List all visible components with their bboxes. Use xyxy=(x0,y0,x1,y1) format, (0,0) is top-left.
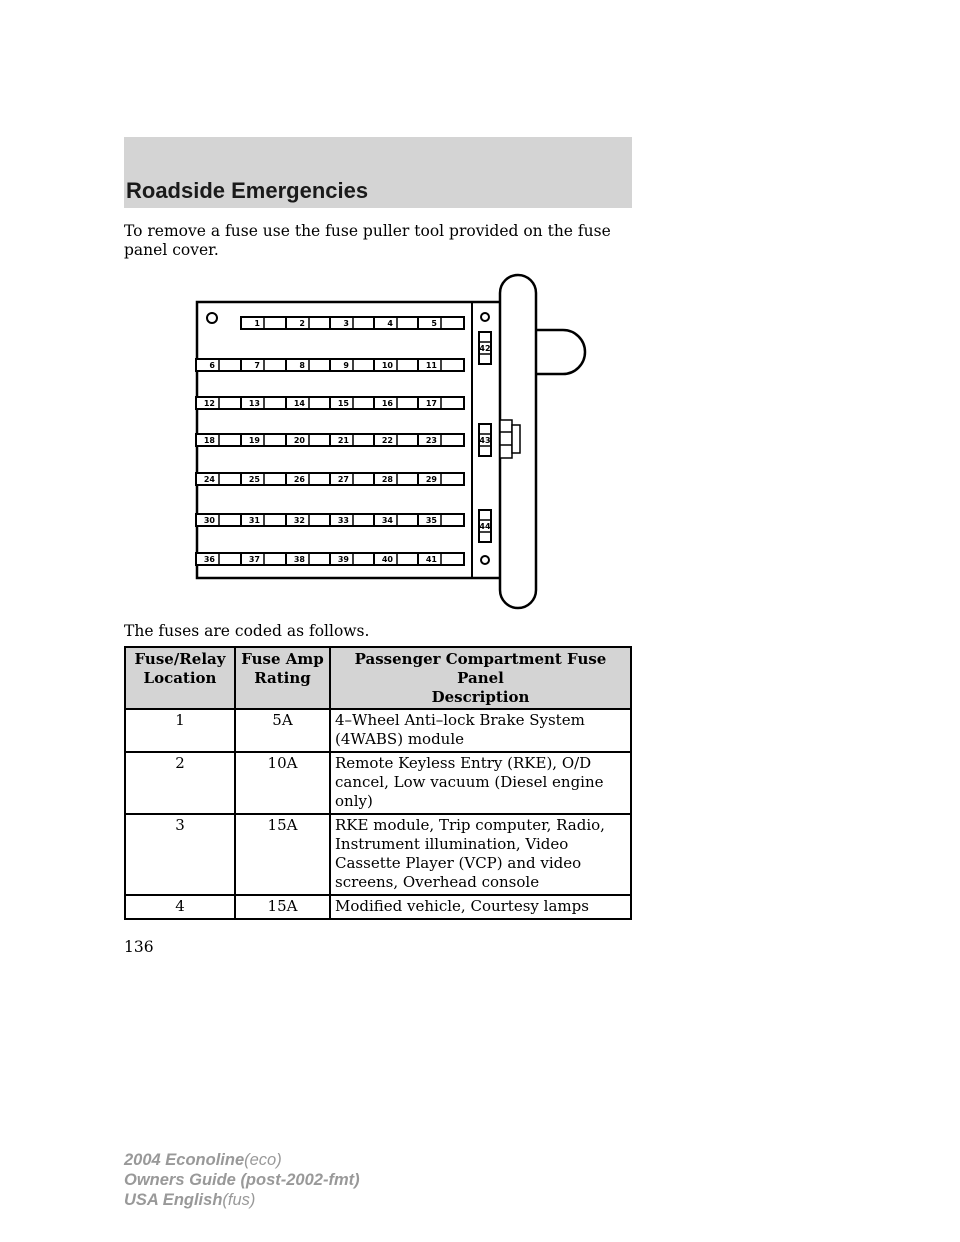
cell-location: 3 xyxy=(125,814,235,895)
fuse-label: 12 xyxy=(203,399,215,408)
fuse-slot-11 xyxy=(418,359,464,371)
fuse-slot-1 xyxy=(241,317,287,329)
fuse-slot-41 xyxy=(418,553,464,565)
cell-description: Remote Keyless Entry (RKE), O/D cancel, Low vacuum (Diesel engine only) xyxy=(330,752,631,814)
cell-location: 2 xyxy=(125,752,235,814)
relay-slot-43 xyxy=(479,424,491,456)
cell-description: RKE module, Trip computer, Radio, Instrument illumination, Video Cassette Player (VCP) and video screens, Overhead console xyxy=(330,814,631,895)
fuse-label: 31 xyxy=(248,516,260,525)
fuse-slot-24 xyxy=(196,473,242,485)
fuse-slot-25 xyxy=(241,473,287,485)
fuse-label: 17 xyxy=(425,399,437,408)
fuse-slot-7 xyxy=(241,359,287,371)
fuse-label: 41 xyxy=(425,555,437,564)
cell-rating: 10A xyxy=(235,752,330,814)
fuse-slot-40 xyxy=(374,553,420,565)
fuse-slot-34 xyxy=(374,514,420,526)
fuse-label: 19 xyxy=(248,436,260,445)
fuse-slot-36 xyxy=(196,553,242,565)
footer-line-3: USA English(fus) xyxy=(124,1191,256,1209)
cell-description: 4–Wheel Anti–lock Brake System (4WABS) module xyxy=(330,709,631,752)
fuse-label: 16 xyxy=(381,399,393,408)
footer xyxy=(124,1150,360,1210)
relay-slot-44 xyxy=(479,510,491,542)
fuse-slot-33 xyxy=(330,514,376,526)
fuse-slot-22 xyxy=(374,434,420,446)
fuse-label: 33 xyxy=(337,516,349,525)
cell-location: 1 xyxy=(125,709,235,752)
coded-intro: The fuses are coded as follows. xyxy=(124,622,370,640)
fuse-label: 37 xyxy=(248,555,260,564)
fuse-slot-12 xyxy=(196,397,242,409)
fuse-table xyxy=(124,646,632,920)
fuse-label: 22 xyxy=(381,436,393,445)
fuse-label: 4 xyxy=(387,319,393,328)
fuse-slot-23 xyxy=(418,434,464,446)
fuse-label: 8 xyxy=(299,361,305,370)
fuse-label: 40 xyxy=(381,555,393,564)
fuse-label: 39 xyxy=(337,555,349,564)
fuse-label: 3 xyxy=(343,319,349,328)
fuse-label: 5 xyxy=(431,319,437,328)
fuse-slot-20 xyxy=(286,434,332,446)
cell-location: 4 xyxy=(125,895,235,919)
fuse-slot-37 xyxy=(241,553,287,565)
section-title: Roadside Emergencies xyxy=(126,178,369,203)
fuse-slot-6 xyxy=(196,359,242,371)
fuse-label: 6 xyxy=(209,361,215,370)
fuse-slot-19 xyxy=(241,434,287,446)
fuse-label: 35 xyxy=(425,516,437,525)
fuse-slot-13 xyxy=(241,397,287,409)
relay-slot-42 xyxy=(479,332,491,364)
fuse-slot-15 xyxy=(330,397,376,409)
fuse-label: 23 xyxy=(425,436,437,445)
table-row xyxy=(125,709,631,752)
footer-line-1: 2004 Econoline(eco) xyxy=(124,1151,282,1169)
table-row xyxy=(125,752,631,814)
relay-label: 43 xyxy=(479,436,491,445)
fuse-label: 2 xyxy=(299,319,305,328)
cell-description: Modified vehicle, Courtesy lamps xyxy=(330,895,631,919)
fuse-slot-28 xyxy=(374,473,420,485)
fuse-puller-tool xyxy=(500,275,585,608)
header-description: Passenger Compartment Fuse Panel Description xyxy=(330,647,631,709)
fuse-slot-2 xyxy=(286,317,332,329)
cell-rating: 15A xyxy=(235,895,330,919)
relay-label: 42 xyxy=(479,344,491,353)
fuse-label: 20 xyxy=(293,436,305,445)
fuse-slot-9 xyxy=(330,359,376,371)
fuse-label: 26 xyxy=(293,475,305,484)
header-location: Fuse/Relay Location xyxy=(125,647,235,709)
fuse-slot-27 xyxy=(330,473,376,485)
fuse-label: 29 xyxy=(425,475,437,484)
fuse-slot-4 xyxy=(374,317,420,329)
table-header-row xyxy=(125,647,631,709)
fuse-label: 38 xyxy=(293,555,305,564)
fuse-slot-3 xyxy=(330,317,376,329)
fuse-slot-32 xyxy=(286,514,332,526)
fuse-label: 34 xyxy=(381,516,393,525)
fuse-label: 14 xyxy=(293,399,305,408)
fuse-slot-17 xyxy=(418,397,464,409)
intro-text: To remove a fuse use the fuse puller tool provided on the fuse panel cover. xyxy=(124,222,611,259)
fuse-label: 1 xyxy=(254,319,260,328)
fuse-label: 11 xyxy=(425,361,437,370)
fuse-slot-26 xyxy=(286,473,332,485)
fuse-slot-16 xyxy=(374,397,420,409)
fuse-slot-35 xyxy=(418,514,464,526)
fuse-slot-29 xyxy=(418,473,464,485)
page-number: 136 xyxy=(124,938,154,956)
fuse-label: 15 xyxy=(337,399,349,408)
fuse-label: 13 xyxy=(248,399,260,408)
fuse-label: 18 xyxy=(203,436,215,445)
fuse-label: 21 xyxy=(337,436,349,445)
fuse-label: 7 xyxy=(254,361,260,370)
header-rating: Fuse Amp Rating xyxy=(235,647,330,709)
cell-rating: 15A xyxy=(235,814,330,895)
fuse-panel-diagram xyxy=(180,270,600,615)
cell-rating: 5A xyxy=(235,709,330,752)
fuse-slot-38 xyxy=(286,553,332,565)
table-row xyxy=(125,814,631,895)
fuse-label: 28 xyxy=(381,475,393,484)
fuse-label: 24 xyxy=(203,475,215,484)
fuse-label: 36 xyxy=(203,555,215,564)
fuse-slot-18 xyxy=(196,434,242,446)
fuse-slot-5 xyxy=(418,317,464,329)
fuse-slot-8 xyxy=(286,359,332,371)
footer-line-2: Owners Guide (post-2002-fmt) xyxy=(124,1171,360,1189)
fuse-slot-14 xyxy=(286,397,332,409)
fuse-label: 27 xyxy=(337,475,349,484)
table-row xyxy=(125,895,631,919)
fuse-label: 32 xyxy=(293,516,305,525)
fuse-label: 10 xyxy=(381,361,393,370)
fuse-label: 30 xyxy=(203,516,215,525)
relay-group xyxy=(479,332,491,542)
fuse-slot-30 xyxy=(196,514,242,526)
fuse-label: 25 xyxy=(248,475,260,484)
fuse-label: 9 xyxy=(343,361,349,370)
fuse-slot-31 xyxy=(241,514,287,526)
relay-label: 44 xyxy=(479,522,491,531)
fuse-slot-21 xyxy=(330,434,376,446)
fuse-slot-10 xyxy=(374,359,420,371)
fuse-slot-39 xyxy=(330,553,376,565)
